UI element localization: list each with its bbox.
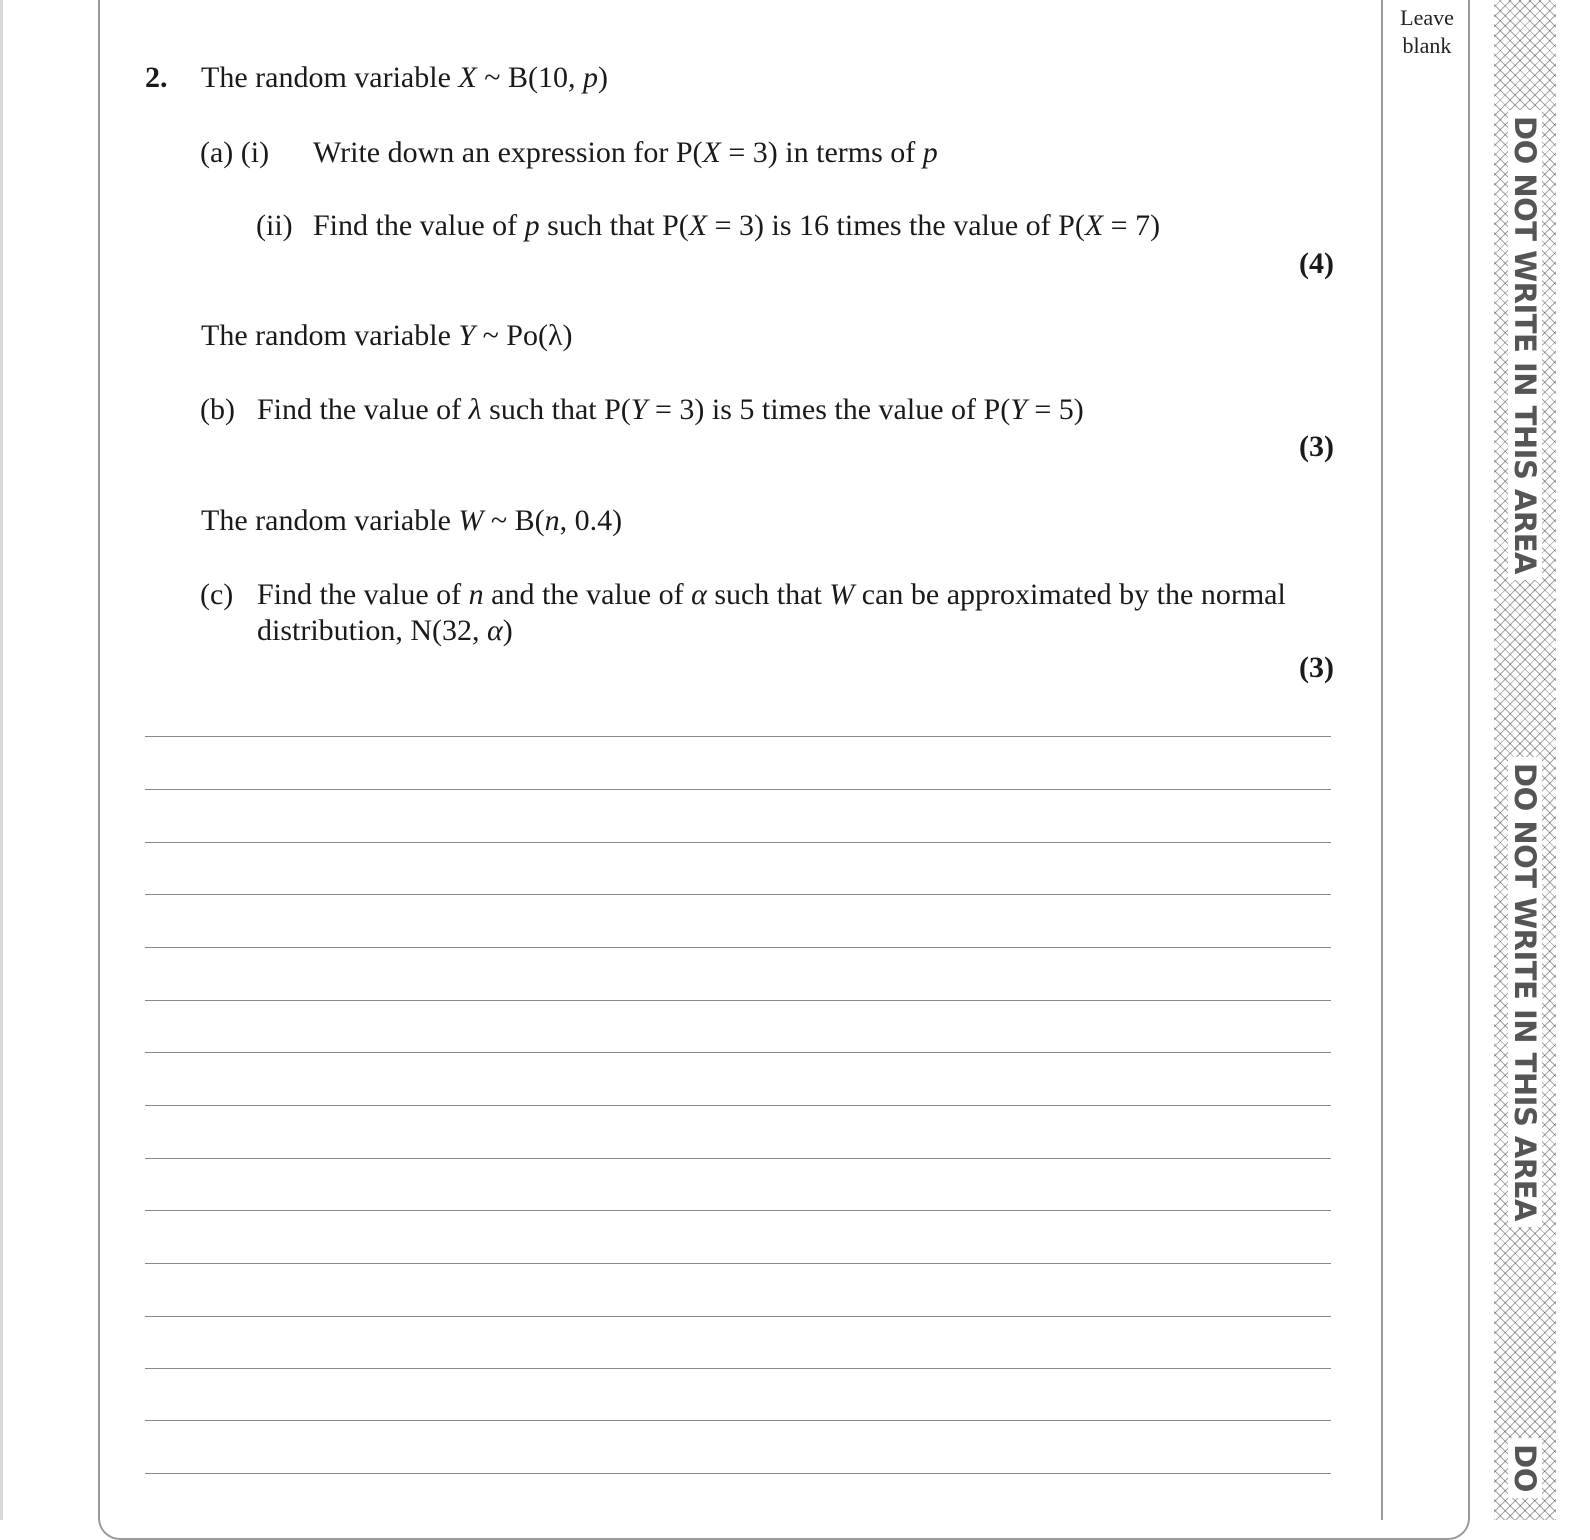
leave-blank-label [1388, 4, 1466, 60]
do-not-write-text-2: DO NOT WRITE IN THIS AREA [1508, 757, 1542, 1227]
answer-line[interactable] [145, 842, 1331, 843]
part-a-ii-label: (ii) [256, 209, 293, 242]
answer-line[interactable] [145, 1420, 1331, 1421]
question-intro-x: The random variable X ~ B(10, p) [201, 61, 608, 94]
part-a-i-text: Write down an expression for P(X = 3) in terms of p [313, 136, 938, 169]
answer-line[interactable] [145, 1158, 1331, 1159]
answer-line[interactable] [145, 736, 1331, 737]
part-a-marks: (4) [1299, 247, 1334, 280]
part-b-label: (b) [200, 393, 235, 426]
answer-line[interactable] [145, 1263, 1331, 1264]
answer-line[interactable] [145, 1473, 1331, 1474]
question-intro-y: The random variable Y ~ Po(λ) [201, 319, 573, 352]
answer-line[interactable] [145, 1368, 1331, 1369]
part-b-text: Find the value of λ such that P(Y = 3) is 5 times the value of P(Y = 5) [257, 393, 1084, 426]
answer-line[interactable] [145, 789, 1331, 790]
part-a-ii-text: Find the value of p such that P(X = 3) is 16 times the value of P(X = 7) [313, 209, 1161, 242]
part-c-marks: (3) [1299, 651, 1334, 684]
question-number: 2. [145, 61, 168, 94]
answer-line[interactable] [145, 1316, 1331, 1317]
leave-blank-line2: blank [1402, 33, 1452, 58]
do-not-write-text-1: DO NOT WRITE IN THIS AREA [1508, 110, 1542, 580]
answer-line[interactable] [145, 1210, 1331, 1211]
part-c-text-line2: distribution, N(32, α) [257, 614, 513, 647]
leave-blank-line1: Leave [1400, 5, 1454, 30]
page-edge [0, 0, 3, 1520]
answer-line[interactable] [145, 1105, 1331, 1106]
part-b-marks: (3) [1299, 430, 1334, 463]
question-intro-w: The random variable W ~ B(n, 0.4) [201, 504, 623, 537]
answer-line[interactable] [145, 1000, 1331, 1001]
leave-blank-column-border [1381, 0, 1383, 1520]
part-c-text-line1: Find the value of n and the value of α such that W can be approximated by the normal [257, 578, 1286, 611]
part-c-label: (c) [200, 578, 234, 611]
answer-line[interactable] [145, 1052, 1331, 1053]
answer-line[interactable] [145, 894, 1331, 895]
part-a-i-label: (a) (i) [200, 136, 270, 169]
answer-line[interactable] [145, 947, 1331, 948]
do-not-write-text-3: DO [1508, 1438, 1542, 1498]
